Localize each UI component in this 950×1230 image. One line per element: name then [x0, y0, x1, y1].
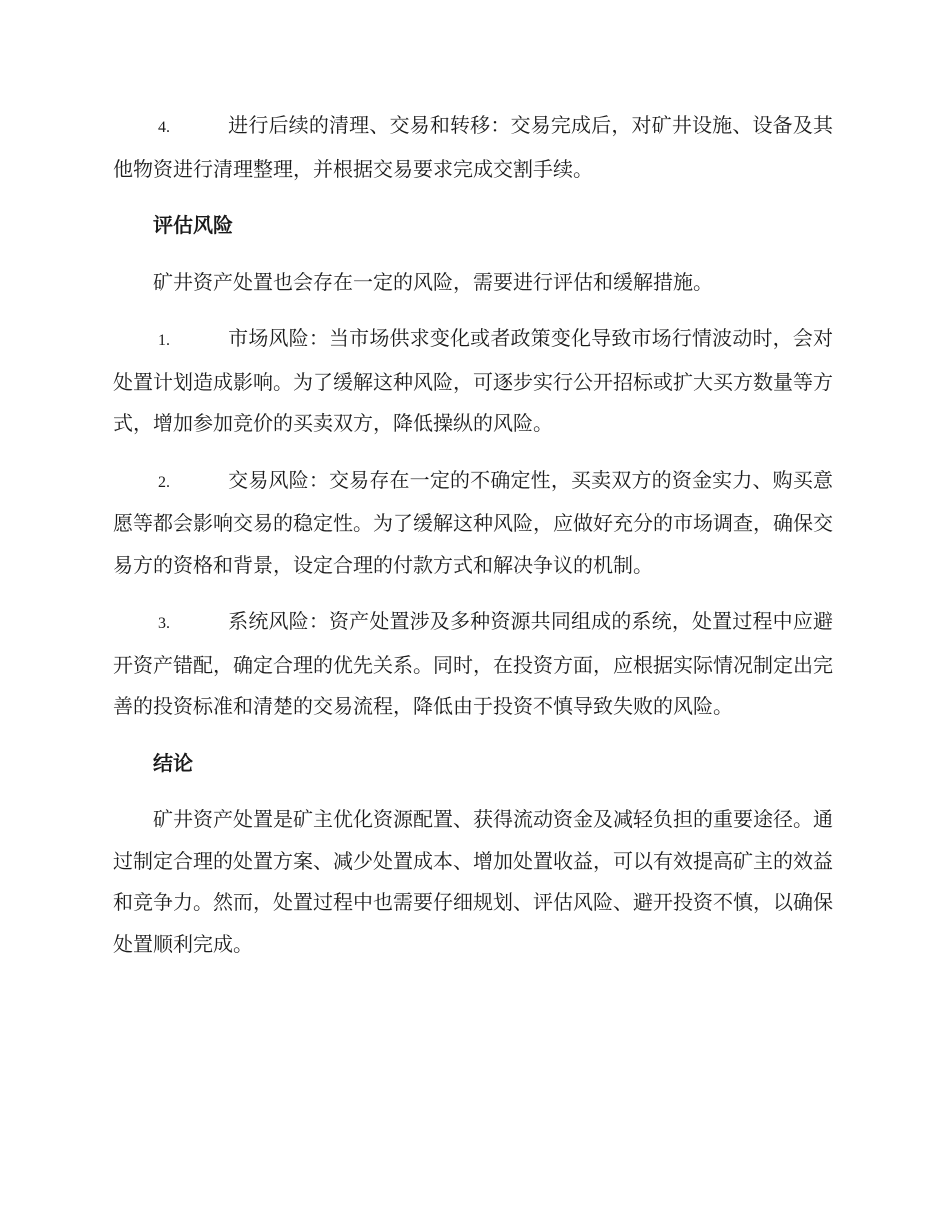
document-body — [113, 105, 833, 980]
list-item-text: 进行后续的清理、交易和转移：交易完成后，对矿井设施、设备及其他物资进行清理整理，并根据交易要求完成交割手续。 — [113, 113, 833, 181]
list-number: 1. — [158, 332, 170, 349]
list-item-text: 系统风险：资产处置涉及多种资源共同组成的系统，处置过程中应避开资产错配，确定合理的优先关系。同时，在投资方面，应根据实际情况制定出完善的投资标准和清楚的交易流程，降低由于投资不慎导致失败的风险。 — [113, 609, 833, 718]
section-heading-conclusion: 结论 — [153, 750, 193, 775]
paragraph-conclusion: 矿井资产处置是矿主优化资源配置、获得流动资金及减轻负担的重要途径。通过制定合理的处置方案、减少处置成本、增加处置收益，可以有效提高矿主的效益和竞争力。然而，处置过程中也需要仔细规划、评估风险、避开投资不慎，以确保处置顺利完成。 — [113, 807, 833, 956]
list-number: 4. — [158, 119, 170, 136]
list-item — [113, 105, 833, 190]
list-item-text: 交易风险：交易存在一定的不确定性，买卖双方的资金实力、购买意愿等都会影响交易的稳定性。为了缓解这种风险，应做好充分的市场调查，确保交易方的资格和背景，设定合理的付款方式和解决争议的机制。 — [113, 467, 833, 577]
list-number: 2. — [158, 473, 170, 491]
list-item — [113, 318, 833, 445]
paragraph-risk-intro: 矿井资产处置也会存在一定的风险，需要进行评估和缓解措施。 — [153, 269, 713, 294]
list-number: 3. — [158, 615, 170, 632]
list-item — [113, 460, 833, 587]
list-item-text: 市场风险：当市场供求变化或者政策变化导致市场行情波动时，会对处置计划造成影响。为了缓解这种风险，可逐步实行公开招标或扩大买方数量等方式，增加参加竞价的买卖双方，降低操纵的风险。 — [113, 326, 833, 435]
list-item — [113, 601, 833, 728]
section-heading-risk: 评估风险 — [153, 213, 233, 237]
